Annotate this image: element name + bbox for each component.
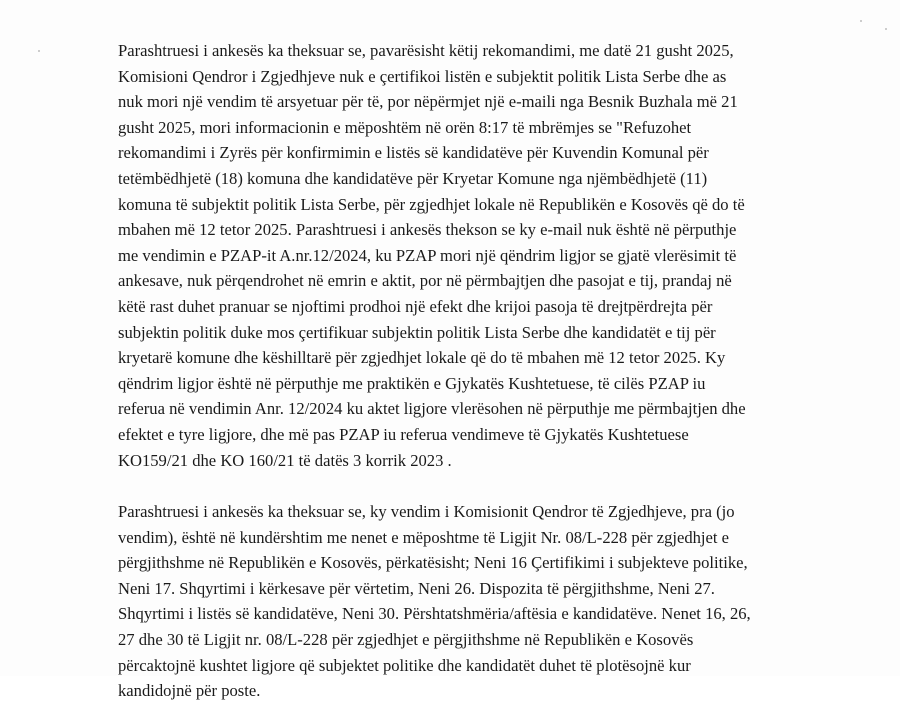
text-line: subjektin politik duke mos çertifikuar subjektin politik Lista Serbe dhe kandidatët e tij për xyxy=(118,322,716,342)
text-line: tetëmbëdhjetë (18) komuna dhe kandidatëve për Kryetar Komune nga njëmbëdhjetë (11) xyxy=(118,168,708,188)
text-line: ankesave, nuk përqendrohet në emrin e aktit, por në përmbajtjen dhe pasojat e tij, prandaj në xyxy=(118,271,732,291)
text-line: Komisioni Qendror i Zgjedhjeve nuk e çertifikoi listën e subjektit politik Lista Serbe dhe as xyxy=(118,66,727,86)
text-line: me vendimin e PZAP-it A.nr.12/2024, ku PZAP mori një qëndrim ligjor se gjatë vlerësimit të xyxy=(118,245,737,265)
text-line: vendim), është në kundërshtim me nenet e mëposhtme të Ligjit Nr. 08/L-228 për zgjedhjet e xyxy=(118,527,730,547)
text-line: kandidojnë për poste. xyxy=(118,681,261,701)
scan-speck xyxy=(38,50,40,52)
scan-speck xyxy=(860,20,862,22)
text-line: Parashtruesi i ankesës ka theksuar se, ky vendim i Komisionit Qendror të Zgjedhjeve, pra (jo xyxy=(118,502,735,522)
text-line: Neni 17. Shqyrtimi i kërkesave për vërtetim, Neni 26. Dispozita të përgjithshme, Neni 27. xyxy=(118,578,715,598)
text-line: referua në vendimin Anr. 12/2024 ku aktet ligjore vlerësohen në përputhje me përmbajtjen dhe xyxy=(118,399,746,419)
paragraph-1 xyxy=(118,38,790,473)
text-line: KO159/21 dhe KO 160/21 të datës 3 korrik 2023 . xyxy=(118,450,452,470)
text-line: mbahen më 12 tetor 2025. Parashtruesi i ankesës thekson se ky e-mail nuk është në përputhje xyxy=(118,220,737,240)
text-line: nuk mori një vendim të arsyetuar për të, por nëpërmjet një e-maili nga Besnik Buzhala më 21 xyxy=(118,92,738,112)
text-line: përgjithshme në Republikën e Kosovës, përkatësisht; Neni 16 Çertifikimi i subjekteve politike, xyxy=(118,553,748,573)
text-line: përcaktojnë kushtet ligjore që subjektet politike dhe kandidatët duhet të plotësojnë kur xyxy=(118,655,691,675)
text-line: këtë rast duhet pranuar se njoftimi prodhoi një efekt dhe krijoi pasoja të drejtpërdrejta për xyxy=(118,296,713,316)
paragraph-2 xyxy=(118,499,790,704)
scan-speck xyxy=(885,28,887,30)
text-line: komuna të subjektit politik Lista Serbe, për zgjedhjet lokale në Republikën e Kosovës që do të xyxy=(118,194,745,214)
document-body xyxy=(118,38,790,704)
text-line: efektet e tyre ligjore, dhe më pas PZAP iu referua vendimeve të Gjykatës Kushtetuese xyxy=(118,424,689,444)
text-line: kryetarë komune dhe këshilltarë për zgjedhjet lokale që do të mbahen më 12 tetor 2025. Ky xyxy=(118,348,726,368)
text-line: Shqyrtimi i listës së kandidatëve, Neni 30. Përshtatshmëria/aftësia e kandidatëve. Nenet 16, 26, xyxy=(118,604,751,624)
text-line: qëndrim ligjor është në përputhje me praktikën e Gjykatës Kushtetuese, të cilës PZAP iu xyxy=(118,373,706,393)
text-line: 27 dhe 30 të Ligjit nr. 08/L-228 për zgjedhjet e përgjithshme në Republikën e Kosovës xyxy=(118,630,694,650)
text-line: Parashtruesi i ankesës ka theksuar se, pavarësisht këtij rekomandimi, me datë 21 gusht 2025, xyxy=(118,41,734,60)
text-line: rekomandimi i Zyrës për konfirmimin e listës së kandidatëve për Kuvendin Komunal për xyxy=(118,143,709,163)
text-line: gusht 2025, mori informacionin e mëposhtëm në orën 8:17 të mbrëmjes se "Refuzohet xyxy=(118,117,692,137)
